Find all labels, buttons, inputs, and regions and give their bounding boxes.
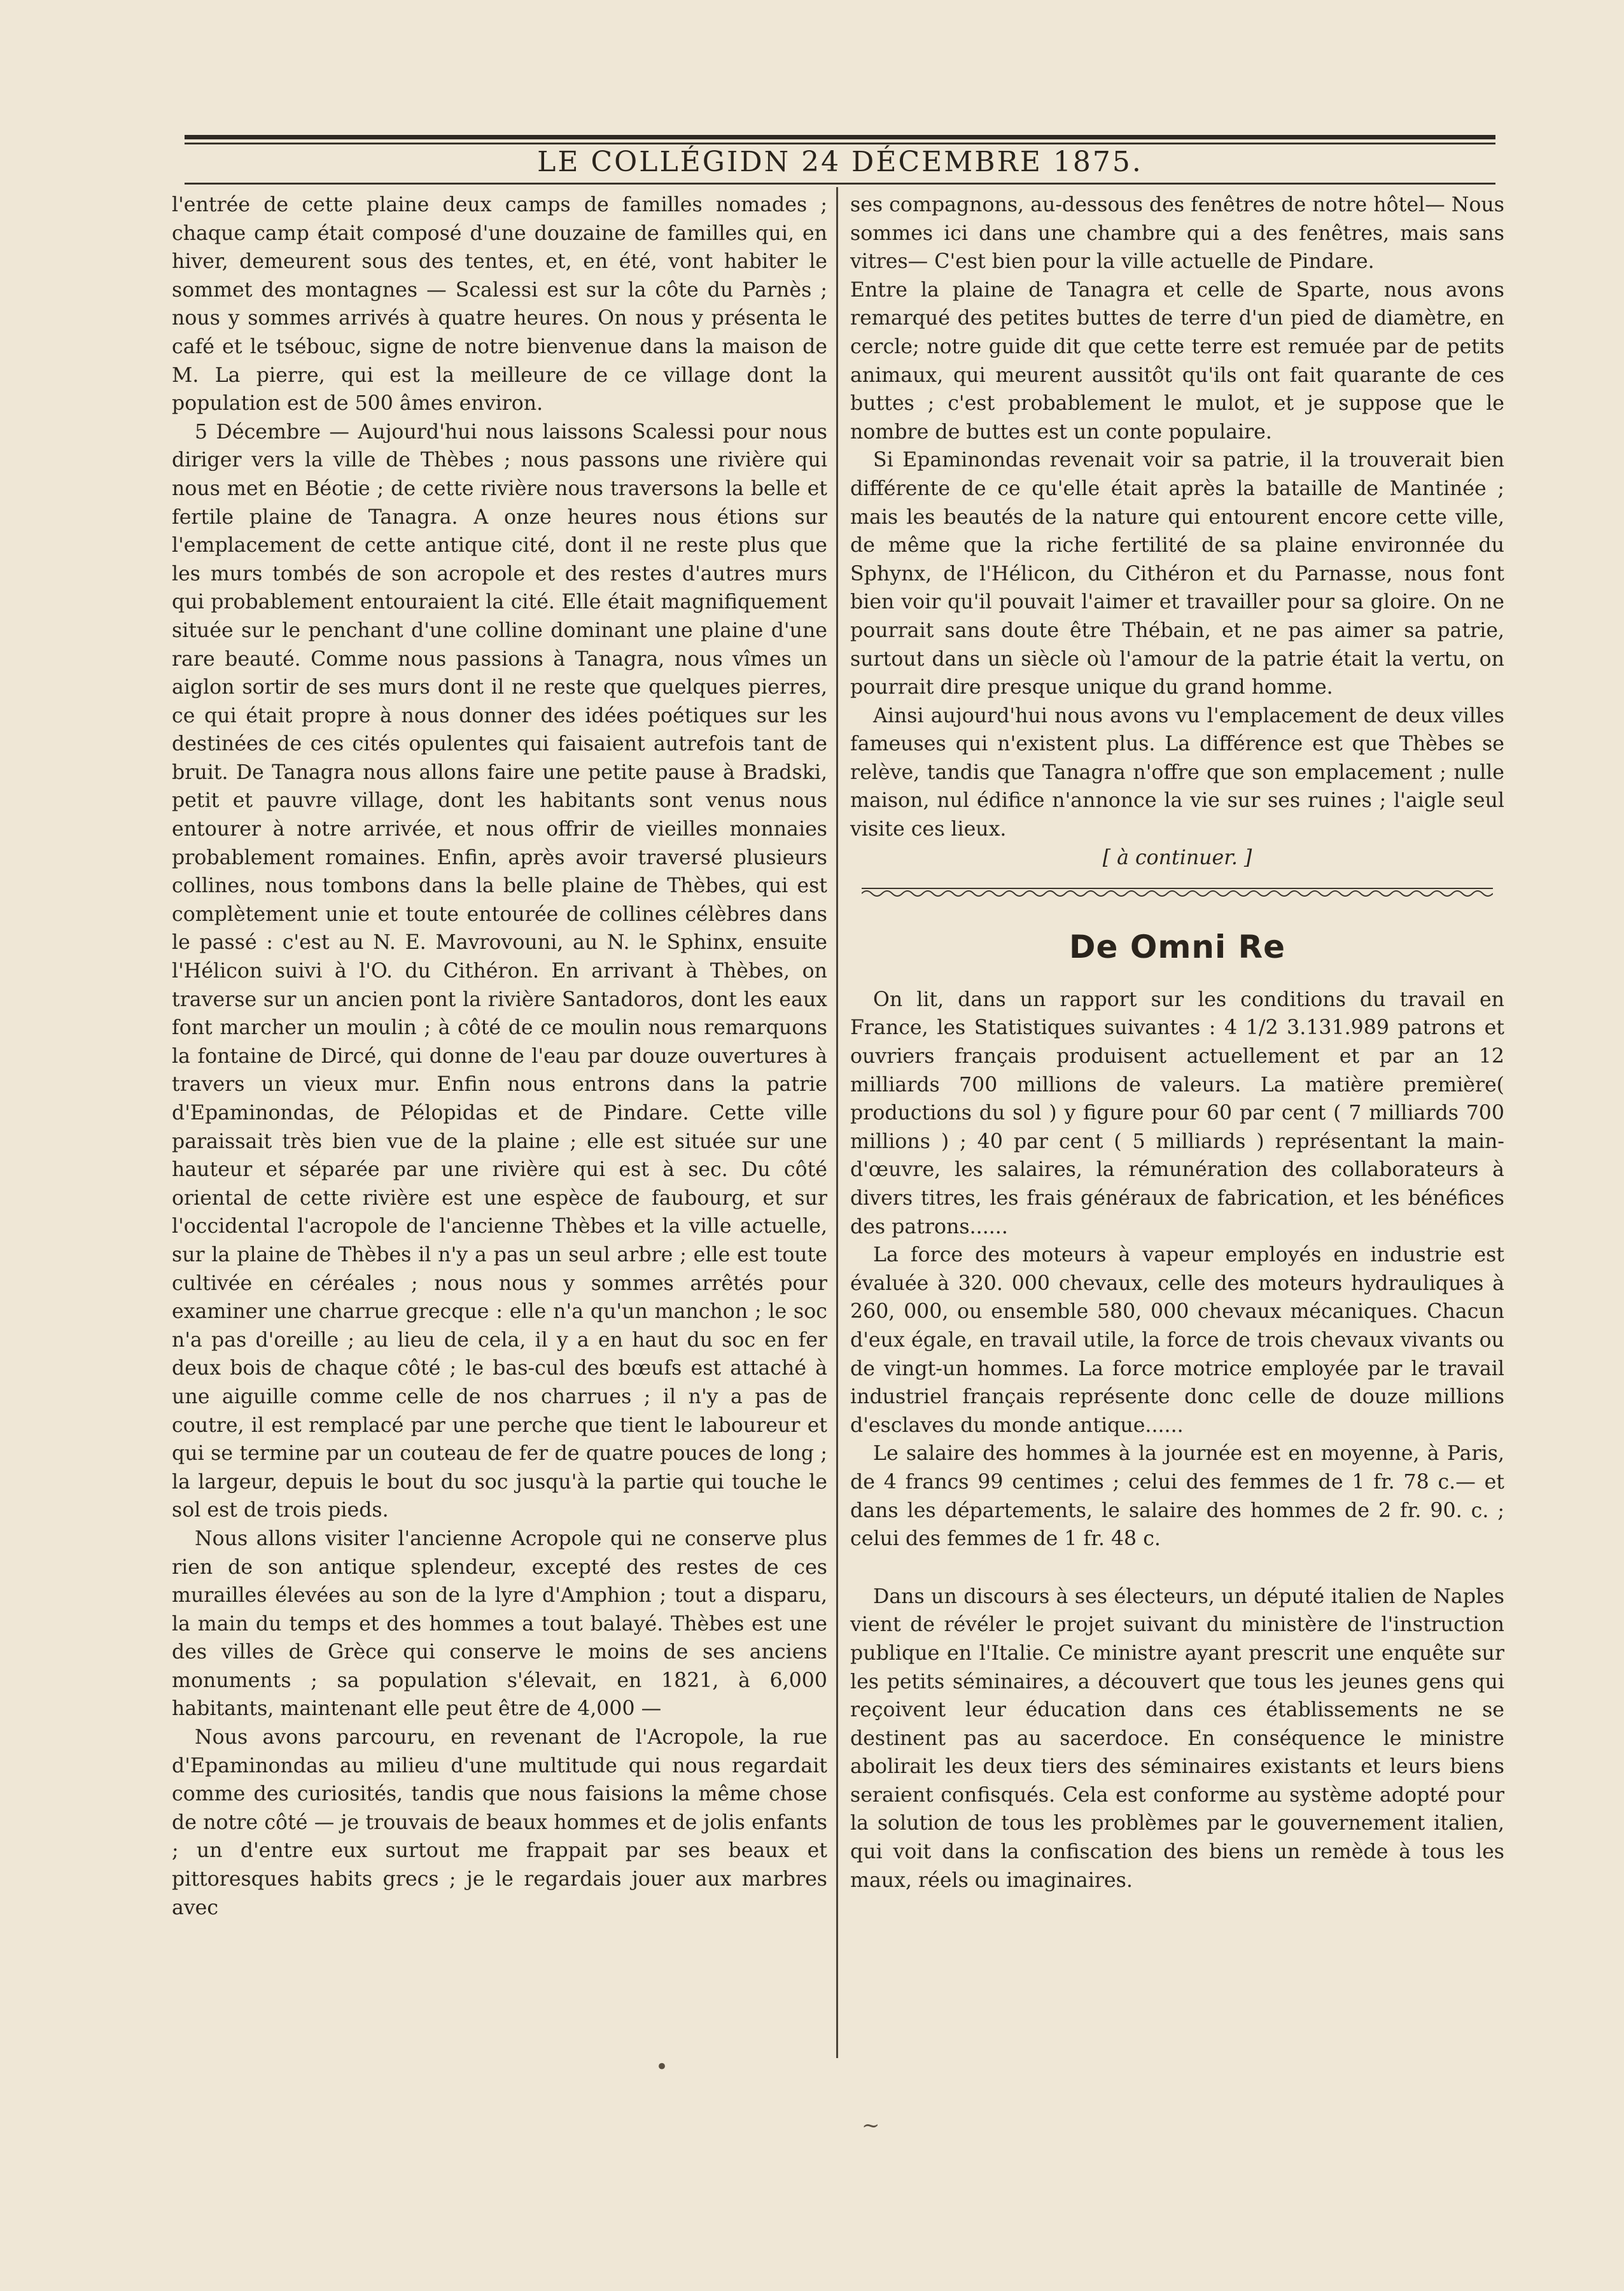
article-paragraph: Nous allons visiter l'ancienne Acropole qui ne conserve plus rien de son antique splendeur, excepté des restes de ces murailles élevées au son de la lyre d'Amphion ; tout a disparu, la main du temps et des hommes a tout balayé. Thèbes est une des villes de Grèce qui conserve le moins de ses anciens monuments ; sa population s'élevait, en 1821, à 6,000 habitants, maintenant elle peut être de 4,000 — [172, 1527, 827, 1721]
section-title: De Omni Re [1069, 928, 1285, 965]
article-paragraph: Nous avons parcouru, en revenant de l'Acropole, la rue d'Epaminondas au milieu d'une multitude qui nous regardait comme des curiosités, tandis que nous faisions la même chose de notre côté — je trouvais de beaux hommes et de jolis enfants ; un d'entre eux surtout me frappait par ses beaux et pittoresques habits grecs ; je le regardais jouer aux marbres avec [172, 1726, 827, 1919]
header-rule-top [185, 135, 1495, 139]
section-separator [862, 886, 1493, 897]
article-paragraph: 5 Décembre — Aujourd'hui nous laissons Scalessi pour nous diriger vers la ville de Thèbes ; nous passons une rivière qui nous met en Béotie ; de cette rivière nous traversons la belle et fertile plaine de Tanagra. A onze heures nous étions sur l'emplacement de cette antique cité, dont il ne reste plus que les murs tombés de son acropole et des restes d'autres murs qui probablement entouraient la cité. Elle était magnifiquement située sur le penchant d'une colline dominant une plaine d'une rare beauté. Comme nous passions à Tanagra, nous vîmes un aiglon sortir de ses murs dont il ne reste que quelques pierres, ce qui était propre à nous donner des idées poétiques sur les destinées de ces cités opulentes qui faisaient autrefois tant de bruit. De Tanagra nous allons faire une petite pause à Bradski, petit et pauvre village, dont les habitants sont venus nous entourer à notre arrivée, et nous offrir de vieilles monnaies probablement romaines. Enfin, après avoir traversé plusieurs collines, nous tombons dans la belle plaine de Thèbes, qui est complètement unie et toute entourée de collines célèbres dans le passé : c'est au N. E. Mavrovouni, au N. le Sphinx, ensuite l'Hélicon suivi à l'O. du Cithéron. En arrivant à Thèbes, on traverse sur un ancien pont la rivière Santadoros, dont les eaux font marcher un moulin ; à côté de ce moulin nous remarquons la fontaine de Dircé, qui donne de l'eau par douze ouvertures à travers un vieux mur. Enfin nous entrons dans la patrie d'Epaminondas, de Pélopidas et de Pindare. Cette ville paraissait très bien vue de la plaine ; elle est située sur une hauteur et séparée par une rivière qui est à sec. Du côté oriental de cette rivière est une espèce de faubourg, et sur l'occidental l'acropole de l'ancienne Thèbes et la ville actuelle, sur la plaine de Thèbes il n'y a pas un seul arbre ; elle est toute cultivée en céréales ; nous nous y sommes arrêtés pour examiner une charrue grecque : elle n'a qu'un manchon ; le soc n'a pas d'oreille ; au lieu de cela, il y a en haut du soc en fer deux bois de chaque côté ; le bas-cul des bœufs est attaché à une aiguille comme celle de nos charrues ; il n'y a pas de coutre, il est remplacé par une perche que tient le laboureur et qui se termine par un couteau de fer de quatre pouces de long ; la largeur, depuis le bout du soc jusqu'à la partie qui touche le sol est de trois pieds. [172, 420, 827, 1522]
paragraph-gap [850, 1553, 1504, 1583]
page-ornament-dot: • [655, 2054, 669, 2080]
page-header: LE COLLÉGIDN 24 DÉCEMBRE 1875. [537, 146, 1143, 178]
section-paragraph: On lit, dans un rapport sur les conditions du travail en France, les Statistiques suivantes : 4 1/2 3.131.989 patrons et ouvriers français produisent actuellement et par an 12 milliards 700 millions de valeurs. La matière première( productions du sol ) y figure pour 60 par cent ( 7 milliards 700 millions ) ; 40 par cent ( 5 milliards ) représentant la main-d'œuvre, les salaires, la rémunération des collaborateurs à divers titres, les frais généraux de fabrication, et les bénéfices des patrons...... [850, 988, 1504, 1238]
column-divider [836, 187, 838, 2058]
article-paragraph: Ainsi aujourd'hui nous avons vu l'emplacement de deux villes fameuses qui n'existent plus. La différence est que Thèbes se relève, tandis que Tanagra n'offre que son emplacement ; nulle maison, nul édifice n'annonce la vie sur ses ruines ; l'aigle seul visite ces lieux. [850, 704, 1504, 841]
article-paragraph: ses compagnons, au-dessous des fenêtres de notre hôtel— Nous sommes ici dans une chambre qui a des fenêtres, mais sans vitres— C'est bien pour la ville actuelle de Pindare. [850, 193, 1504, 274]
article-paragraph: Entre la plaine de Tanagra et celle de Sparte, nous avons remarqué des petites buttes de terre d'un pied de diamètre, en cercle; notre guide dit que cette terre est remuée par de petits animaux, qui meurent aussitôt qu'ils ont fait quarante de ces buttes ; c'est probablement le mulot, et je suppose que le nombre de buttes est un conte populaire. [850, 278, 1504, 444]
article-paragraph: l'entrée de cette plaine deux camps de familles nomades ; chaque camp était composé d'une douzaine de familles qui, en hiver, demeurent sous des tentes, et, en été, vont habiter le sommet des montagnes — Scalessi est sur la côte du Parnès ; nous y sommes arrivés à quatre heures. On nous y présenta le café et le tsébouc, signe de notre bienvenue dans la maison de M. La pierre, qui est la meilleure de ce village dont la population est de 500 âmes environ. [172, 193, 827, 416]
section-paragraph: La force des moteurs à vapeur employés en industrie est évaluée à 320. 000 chevaux, celle des moteurs hydrauliques à 260, 000, ou ensemble 580, 000 chevaux mécaniques. Chacun d'eux égale, en travail utile, la force de trois chevaux vivants ou de vingt-un hommes. La force motrice employée par le travail industriel français représente donc celle de douze millions d'esclaves du monde antique...... [850, 1244, 1504, 1437]
section-paragraph: Le salaire des hommes à la journée est en moyenne, à Paris, de 4 francs 99 centimes ; celui des femmes de 1 fr. 78 c.— et dans les départements, le salaire des hommes de 2 fr. 90. c. ; celui des femmes de 1 fr. 48 c. [850, 1442, 1504, 1551]
page-ornament-flourish: ~ [862, 2113, 880, 2138]
section-paragraph: Dans un discours à ses électeurs, un député italien de Naples vient de révéler le projet suivant du ministère de l'instruction publique en l'Italie. Ce ministre ayant prescrit une enquête sur les petits séminaires, a découvert que tous les jeunes gens qui reçoivent leur éducation dans ces établissements ne se destinent pas au sacerdoce. En conséquence le ministre abolirait les deux tiers des séminaires existants et leurs biens seraient confisqués. Cela est conforme au système adopté pour la solution de tous les problèmes par le gouvernement italien, qui voit dans la confiscation des biens un remède à tous les maux, réels ou imaginaires. [850, 1585, 1504, 1892]
header-rule-bottom [185, 183, 1495, 185]
article-paragraph: Si Epaminondas revenait voir sa patrie, il la trouverait bien différente de ce qu'elle était après la bataille de Mantinée ; mais les beautés de la nature qui entourent encore cette ville, de même que la riche fertilité de sa plaine environnée du Sphynx, de l'Hélicon, du Cithéron et du Parnasse, nous font bien voir qu'il pouvait l'aimer et travailler pour sa gloire. On ne pourrait sans doute être Thébain, et ne pas aimer sa patrie, surtout dans un siècle où l'amour de la patrie était la vertu, on pourrait dire presque unique du grand homme. [850, 449, 1504, 699]
continue-note: [ à continuer. ] [1102, 846, 1252, 869]
right-column [850, 191, 1504, 1895]
left-column [172, 191, 827, 1922]
